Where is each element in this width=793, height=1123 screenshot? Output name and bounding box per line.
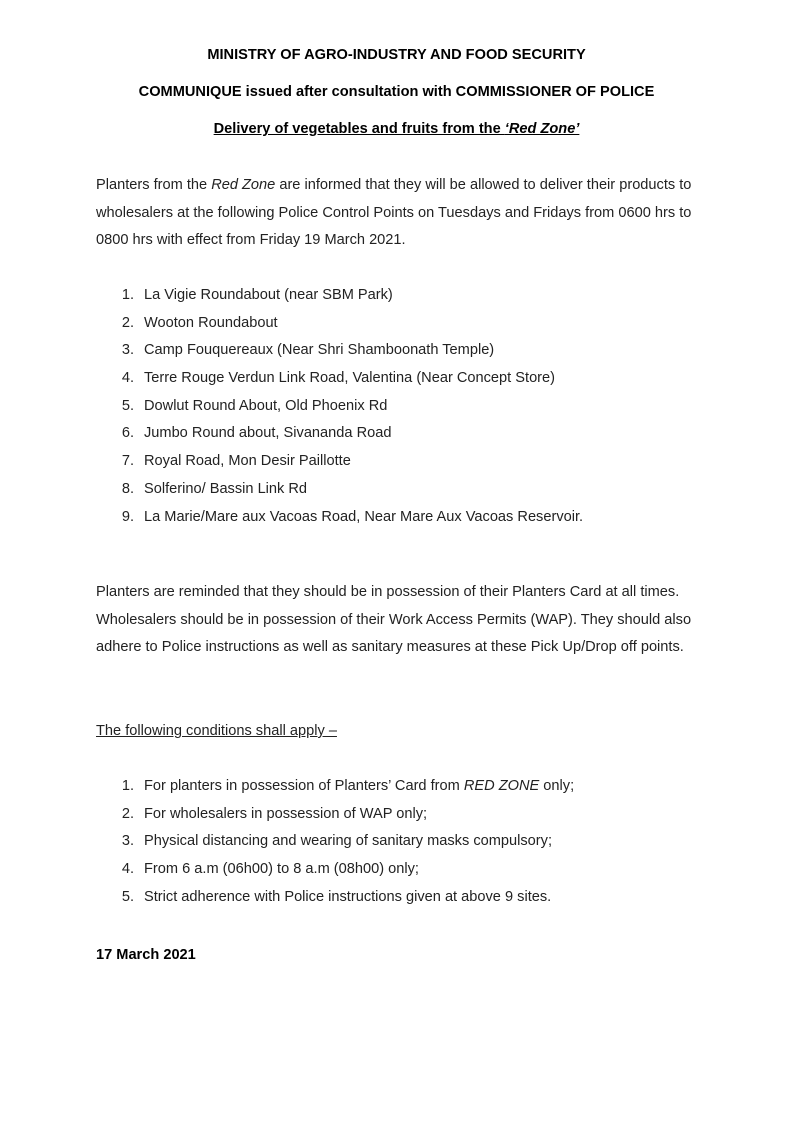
document-date: 17 March 2021 — [96, 947, 196, 963]
control-points-list — [96, 282, 696, 531]
intro-part2: are informed that they will be allowed to deliver their products to wholesalers at the following Police Control Points on Tuesdays and Fridays from 0600 hrs to 0800 hrs with effect from Friday 19 March 2021. — [96, 177, 692, 249]
list-item-text: Strict adherence with Police instructions given at above 9 sites. — [144, 888, 552, 905]
list-item-number: 2. — [121, 314, 134, 331]
list-item-number: 2. — [121, 805, 134, 822]
list-item-text: Solferino/ Bassin Link Rd — [144, 480, 308, 497]
condition-suffix: only; — [539, 778, 575, 794]
list-item — [96, 856, 696, 884]
list-item — [96, 393, 696, 421]
list-item-number: 1. — [121, 287, 134, 303]
intro-red-zone: Red Zone — [211, 177, 276, 193]
list-item-text: Terre Rouge Verdun Link Road, Valentina (Near Concept Store) — [144, 370, 556, 387]
intro-part1: Planters from the — [96, 177, 212, 193]
subject-heading — [0, 121, 793, 137]
list-item-number: 4. — [121, 370, 134, 387]
list-item — [96, 476, 696, 504]
list-item-number: 3. — [121, 833, 134, 850]
list-item — [96, 420, 696, 448]
list-item-text: Wooton Roundabout — [144, 314, 278, 331]
list-item — [96, 884, 696, 912]
list-item-text: Camp Fouquereaux (Near Shri Shamboonath Temple) — [144, 342, 495, 359]
list-item-number: 5. — [121, 397, 134, 414]
intro-paragraph — [96, 172, 706, 255]
list-item — [96, 828, 696, 856]
list-item-number: 4. — [121, 861, 134, 878]
reminder-paragraph: Planters are reminded that they should be in possession of their Planters Card at all times. Wholesalers should be in possession of their Work Access Permits (WAP). They should also adhere to Police instructions as well as sanitary measures at these Pick Up/Drop off points. — [96, 584, 692, 656]
list-item — [96, 448, 696, 476]
list-item-number: 5. — [121, 888, 134, 905]
condition-prefix: For planters in possession of Planters’ Card from — [144, 778, 464, 794]
list-item-text: Dowlut Round About, Old Phoenix Rd — [144, 397, 388, 414]
list-item — [96, 773, 696, 801]
conditions-list — [96, 773, 696, 911]
list-item-number: 9. — [121, 508, 134, 525]
list-item-text: Physical distancing and wearing of sanitary masks compulsory; — [144, 833, 552, 850]
list-item-number: 6. — [121, 425, 134, 442]
list-item — [96, 504, 696, 532]
communique-title: COMMUNIQUE issued after consultation with COMMISSIONER OF POLICE — [138, 84, 655, 100]
list-item-number: 3. — [121, 342, 134, 359]
list-item — [96, 365, 696, 393]
list-item-text: From 6 a.m (06h00) to 8 a.m (08h00) only; — [144, 861, 419, 878]
list-item-text: La Vigie Roundabout (near SBM Park) — [144, 287, 393, 303]
condition-red-zone: RED ZONE — [463, 778, 540, 794]
list-item — [96, 801, 696, 829]
conditions-heading: The following conditions shall apply – — [96, 723, 337, 739]
list-item — [96, 282, 696, 310]
list-item — [96, 337, 696, 365]
list-item — [96, 310, 696, 338]
subject-emphasis: ‘Red Zone’ — [504, 121, 580, 137]
list-item-text: For wholesalers in possession of WAP only; — [144, 805, 428, 822]
subject-prefix: Delivery of vegetables and fruits from the — [213, 121, 505, 137]
list-item-number: 8. — [121, 480, 134, 497]
list-item-number: 1. — [121, 778, 134, 794]
ministry-title: MINISTRY OF AGRO-INDUSTRY AND FOOD SECURITY — [207, 47, 586, 63]
list-item-text: La Marie/Mare aux Vacoas Road, Near Mare Aux Vacoas Reservoir. — [144, 508, 584, 525]
list-item-text — [144, 773, 574, 801]
list-item-number: 7. — [121, 453, 134, 470]
list-item-text: Royal Road, Mon Desir Paillotte — [144, 453, 351, 470]
list-item-text: Jumbo Round about, Sivananda Road — [144, 425, 392, 442]
